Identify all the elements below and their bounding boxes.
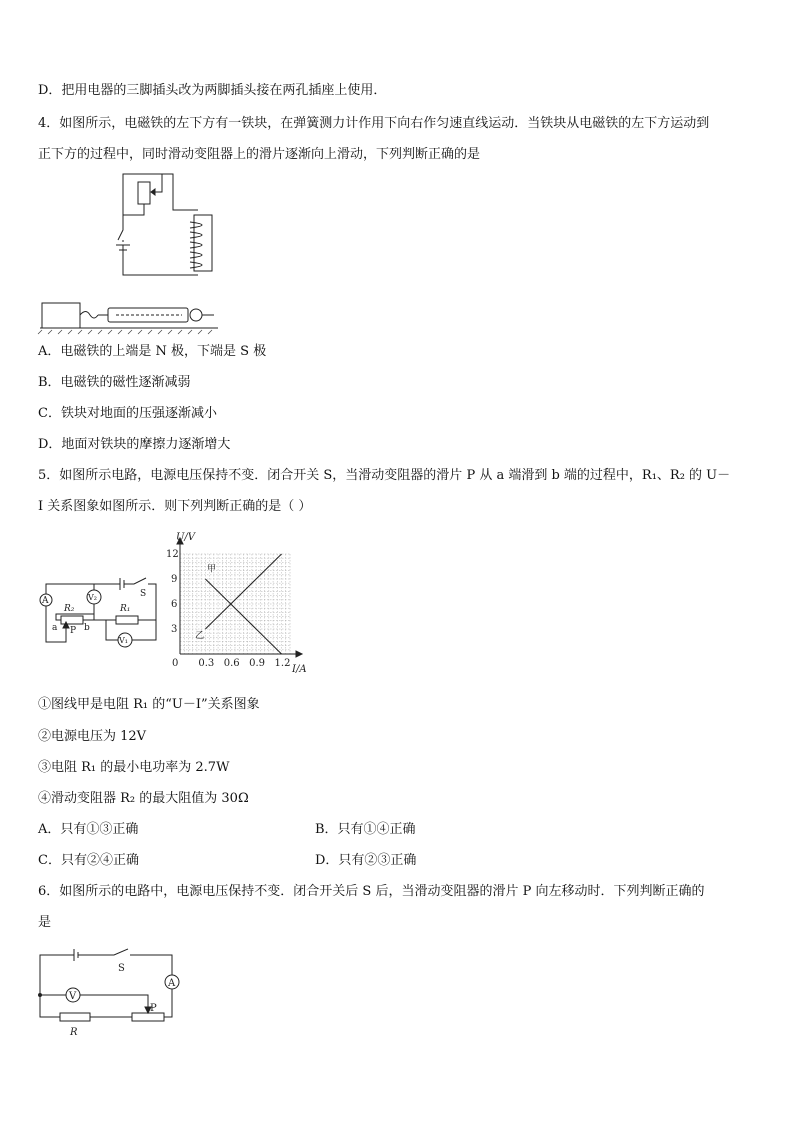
q5-statement-2: ②电源电压为 12V <box>38 729 147 744</box>
q6-circuit-figure <box>36 945 186 1040</box>
q5-ammeter-label: A <box>42 596 49 606</box>
chart-y-axis-label: U/V <box>176 532 196 543</box>
q5-voltmeter2-label: V₂ <box>88 593 97 602</box>
q5-stem-line2: I 关系图象如图所示．则下列判断正确的是（ ） <box>38 499 312 514</box>
q5-option-d: D．只有②③正确 <box>315 853 417 868</box>
q5-statement-4: ④滑动变阻器 R₂ 的最大阻值为 30Ω <box>38 791 249 806</box>
chart-annotation-yi: 乙 <box>195 631 205 642</box>
chart-x-tick-label: 1.2 <box>274 658 291 669</box>
chart-y-tick-label: 9 <box>171 574 178 585</box>
q6-resistor-label: R <box>70 1027 78 1038</box>
chart-x-tick-label: 0.6 <box>223 658 240 669</box>
q5-statement-1: ①图线甲是电阻 R₁ 的“U－I”关系图象 <box>38 697 260 712</box>
q5-r2-label: R₂ <box>64 604 75 614</box>
chart-x-arrow <box>296 651 302 657</box>
chart-annotation-jia: 甲 <box>207 564 217 575</box>
q5-option-a: A．只有①③正确 <box>38 822 139 837</box>
q5-circuit-figure <box>36 570 166 650</box>
chart-x-tick-label: 0 <box>172 658 179 669</box>
chart-x-tick-label: 0.3 <box>198 658 215 669</box>
q6-stem-line1: 6．如图所示的电路中，电源电压保持不变．闭合开关后 S 后，当滑动变阻器的滑片 P 向左移动时．下列判断正确的 <box>38 884 705 899</box>
q5-switch-label: S <box>140 589 147 599</box>
q4-option-d: D．地面对铁块的摩擦力逐渐增大 <box>38 437 231 452</box>
q5-end-b-label: b <box>84 623 90 633</box>
q5-slider-label: P <box>70 626 77 636</box>
q5-ui-chart <box>160 532 310 675</box>
chart-y-tick-label: 3 <box>171 624 178 635</box>
q4-stem-line1: 4．如图所示，电磁铁的左下方有一铁块，在弹簧测力计作用下向右作匀速直线运动．当铁块从电磁铁的左下方运动到 <box>38 116 710 131</box>
q4-option-b: B．电磁铁的磁性逐渐减弱 <box>38 375 191 390</box>
q6-stem-line2: 是 <box>38 915 52 930</box>
q5-r1-label: R₁ <box>120 604 131 614</box>
q4-option-a: A．电磁铁的上端是 N 极，下端是 S 极 <box>38 344 267 359</box>
q4-stem-line2: 正下方的过程中，同时滑动变阻器上的滑片逐渐向上滑动，下列判断正确的是 <box>38 147 481 162</box>
q5-option-c: C．只有②④正确 <box>38 853 139 868</box>
q6-switch-label: S <box>118 963 125 974</box>
chart-x-axis-label: I/A <box>292 664 307 675</box>
q5-voltmeter1-label: V₁ <box>119 636 128 645</box>
q6-slider-label: P <box>150 1003 157 1014</box>
q6-ammeter-label: A <box>168 978 176 989</box>
chart-y-tick-label: 6 <box>171 599 178 610</box>
chart-x-tick-label: 0.9 <box>249 658 266 669</box>
chart-y-tick-label: 12 <box>166 549 179 560</box>
q4-option-c: C．铁块对地面的压强逐渐减小 <box>38 406 217 421</box>
q5-stem-line1: 5．如图所示电路，电源电压保持不变．闭合开关 S，当滑动变阻器的滑片 P 从 a 端滑到 b 端的过程中，R₁、R₂ 的 U－ <box>38 468 731 483</box>
q4-electromagnet-figure <box>38 170 223 335</box>
q6-voltmeter-label: V <box>69 991 77 1002</box>
q3-option-d: D．把用电器的三脚插头改为两脚插头接在两孔插座上使用． <box>38 83 387 98</box>
q5-statement-3: ③电阻 R₁ 的最小电功率为 2.7W <box>38 760 230 775</box>
q5-end-a-label: a <box>52 623 58 633</box>
q5-option-b: B．只有①④正确 <box>315 822 416 837</box>
